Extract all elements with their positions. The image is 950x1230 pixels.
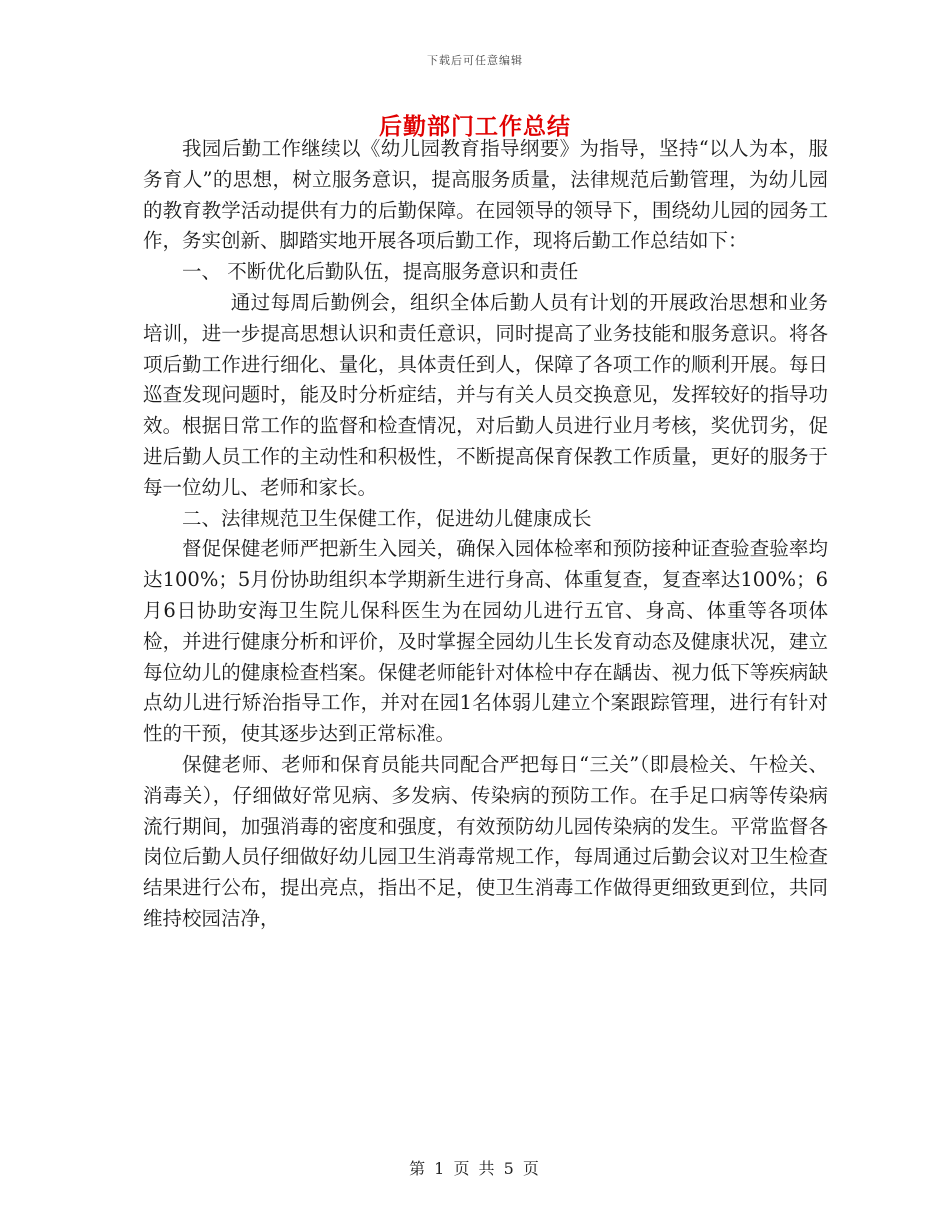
section-heading-2: 二、法律规范卫生保健工作，促进幼儿健康成长 [182,506,592,530]
page-number-footer: 第 1 页 共 5 页 [409,1159,541,1178]
page-header-note: 下载后可任意编辑 [427,54,523,67]
intro-paragraph: 我园后勤工作继续以《幼儿园教育指导纲要》为指导，坚持“以人为本，服务育人”的思想，树立服务意识，提高服务质量，法律规范后勤管理，为幼儿园的教育教学活动提供有力的后勤保障。在园领导的领导下，围绕幼儿园的园务工作，务实创新、脚踏实地开展各项后勤工作，现将后勤工作总结如下： [143,137,828,253]
section-2-paragraph-2: 保健老师、老师和保育员能共同配合严把每日“三关”（即晨检关、午检关、消毒关），仔细做好常见病、多发病、传染病的预防工作。在手足口病等传染病流行期间，加强消毒的密度和强度，有效预防幼儿园传染病的发生。平常监督各岗位后勤人员仔细做好幼儿园卫生消毒常规工作，每周通过后勤会议对卫生检查结果进行公布，提出亮点，指出不足，使卫生消毒工作做得更细致更到位，共同维持校园洁净， [143,752,828,930]
section-heading-1: 一、 不断优化后勤队伍，提高服务意识和责任 [182,260,579,284]
document-body [143,134,828,935]
document-title: 后勤部门工作总结 [379,113,571,140]
section-2-paragraph-1: 督促保健老师严把新生入园关，确保入园体检率和预防接种证查验查验率均达100%；5月份协助组织本学期新生进行身高、体重复查，复查率达100%；6月6日协助安海卫生院儿保科医生为在园幼儿进行五官、身高、体重等各项体检，并进行健康分析和评价，及时掌握全园幼儿生长发育动态及健康状况，建立每位幼儿的健康检查档案。保健老师能针对体检中存在龋齿、视力低下等疾病缺点幼儿进行矫治指导工作，并对在园1名体弱儿建立个案跟踪管理，进行有针对性的干预，使其逐步达到正常标准。 [143,537,828,746]
section-1-paragraph: 通过每周后勤例会，组织全体后勤人员有计划的开展政治思想和业务培训，进一步提高思想认识和责任意识，同时提高了业务技能和服务意识。将各项后勤工作进行细化、量化，具体责任到人，保障了各项工作的顺利开展。每日巡查发现问题时，能及时分析症结，并与有关人员交换意见，发挥较好的指导功效。根据日常工作的监督和检查情况，对后勤人员进行业月考核，奖优罚劣，促进后勤人员工作的主动性和积极性，不断提高保育保教工作质量，更好的服务于每一位幼儿、老师和家长。 [143,290,828,499]
